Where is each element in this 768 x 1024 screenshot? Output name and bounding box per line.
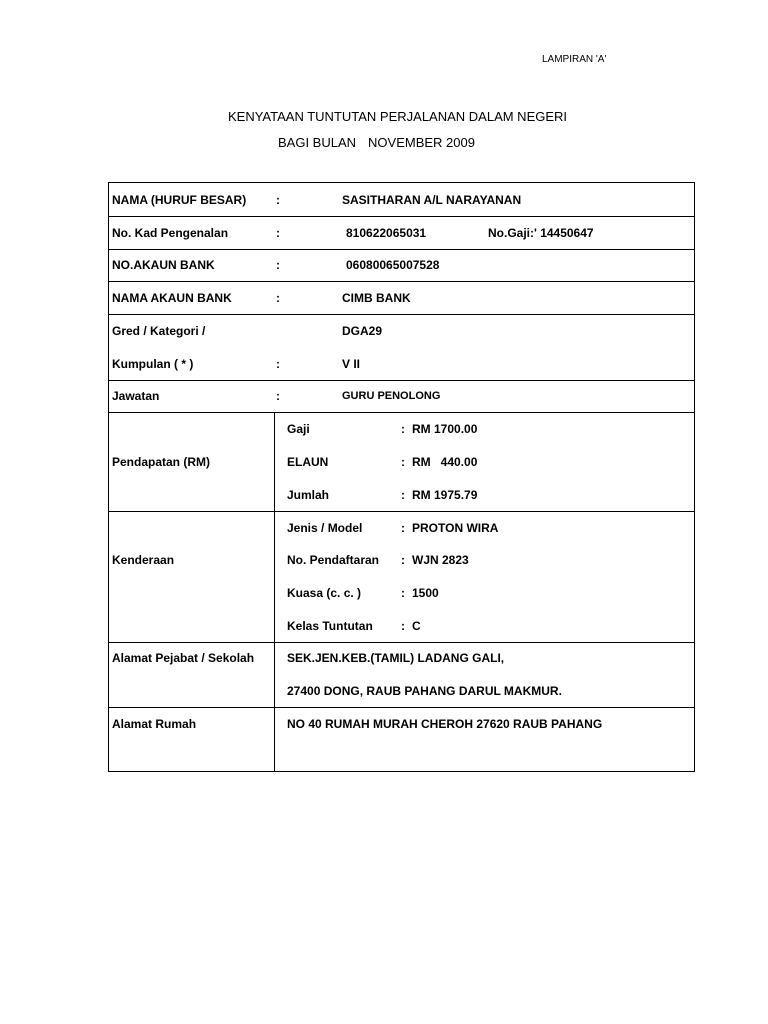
row-divider: [109, 216, 694, 217]
pendapatan-item-value: RM 1700.00: [412, 422, 478, 436]
pendapatan-item-value: RM 440.00: [412, 455, 478, 469]
nama-akaun-colon: :: [276, 291, 280, 305]
column-divider: [274, 412, 275, 772]
gred-label: Gred / Kategori /: [112, 324, 206, 338]
kenderaan-item-value: 1500: [412, 586, 439, 600]
pendapatan-item-label: ELAUN: [287, 455, 329, 469]
row-divider: [109, 642, 694, 643]
nama-akaun-label: NAMA AKAUN BANK: [112, 291, 232, 305]
nama-label: NAMA (HURUF BESAR): [112, 193, 247, 207]
pendapatan-item-label: Jumlah: [287, 488, 330, 502]
lampiran-label: LAMPIRAN 'A': [542, 54, 607, 65]
kenderaan-item-label: Kuasa (c. c. ): [287, 586, 362, 600]
pendapatan-item-value: RM 1975.79: [412, 488, 478, 502]
nama-akaun-value: CIMB BANK: [342, 291, 411, 305]
row-divider: [109, 249, 694, 250]
kenderaan-item-label: Kelas Tuntutan: [287, 619, 373, 633]
kenderaan-item-value: WJN 2823: [412, 553, 469, 567]
pendapatan-colon: :: [401, 455, 405, 469]
document-title: KENYATAAN TUNTUTAN PERJALANAN DALAM NEGERI: [228, 109, 568, 124]
kenderaan-colon: :: [401, 619, 405, 633]
kenderaan-colon: :: [401, 586, 405, 600]
kenderaan-item-label: Jenis / Model: [287, 521, 363, 535]
alamat-pejabat-line1: SEK.JEN.KEB.(TAMIL) LADANG GALI,: [287, 651, 505, 665]
kenderaan-item-label: No. Pendaftaran: [287, 553, 380, 567]
akaun-label: NO.AKAUN BANK: [112, 258, 215, 272]
pendapatan-item-label: Gaji: [287, 422, 310, 436]
row-divider: [109, 412, 694, 413]
kad-label: No. Kad Pengenalan: [112, 226, 229, 240]
alamat-rumah-label: Alamat Rumah: [112, 717, 197, 731]
pendapatan-label: Pendapatan (RM): [112, 455, 211, 469]
akaun-value: 06080065007528: [346, 258, 440, 272]
jawatan-label: Jawatan: [112, 389, 160, 403]
kenderaan-label: Kenderaan: [112, 553, 175, 567]
kumpulan-label: Kumpulan ( * ): [112, 357, 194, 371]
pendapatan-colon: :: [401, 422, 405, 436]
row-divider: [109, 380, 694, 381]
kad-value: 810622065031: [346, 226, 427, 240]
kenderaan-colon: :: [401, 553, 405, 567]
claim-form-table: [108, 182, 695, 772]
subtitle-label: BAGI BULAN: [278, 135, 357, 150]
no-gaji: No.Gaji:' 14450647: [488, 226, 594, 240]
akaun-colon: :: [276, 258, 280, 272]
document-subtitle: [278, 135, 475, 150]
nama-value: SASITHARAN A/L NARAYANAN: [342, 193, 522, 207]
kenderaan-colon: :: [401, 521, 405, 535]
row-divider: [109, 707, 694, 708]
jawatan-value: GURU PENOLONG: [342, 390, 441, 402]
alamat-pejabat-line2: 27400 DONG, RAUB PAHANG DARUL MAKMUR.: [287, 684, 562, 698]
kenderaan-item-value: PROTON WIRA: [412, 521, 499, 535]
gred-value: DGA29: [342, 324, 383, 338]
kenderaan-item-value: C: [412, 619, 421, 633]
kumpulan-value: V II: [342, 357, 361, 371]
subtitle-month: NOVEMBER 2009: [368, 135, 475, 150]
alamat-pejabat-label: Alamat Pejabat / Sekolah: [112, 651, 255, 665]
row-divider: [109, 511, 694, 512]
row-divider: [109, 314, 694, 315]
pendapatan-colon: :: [401, 488, 405, 502]
kad-colon: :: [276, 226, 280, 240]
kumpulan-colon: :: [276, 357, 280, 371]
nama-colon: :: [276, 193, 280, 207]
alamat-rumah-value: NO 40 RUMAH MURAH CHEROH 27620 RAUB PAHANG: [287, 717, 603, 731]
jawatan-colon: :: [276, 389, 280, 403]
row-divider: [109, 281, 694, 282]
